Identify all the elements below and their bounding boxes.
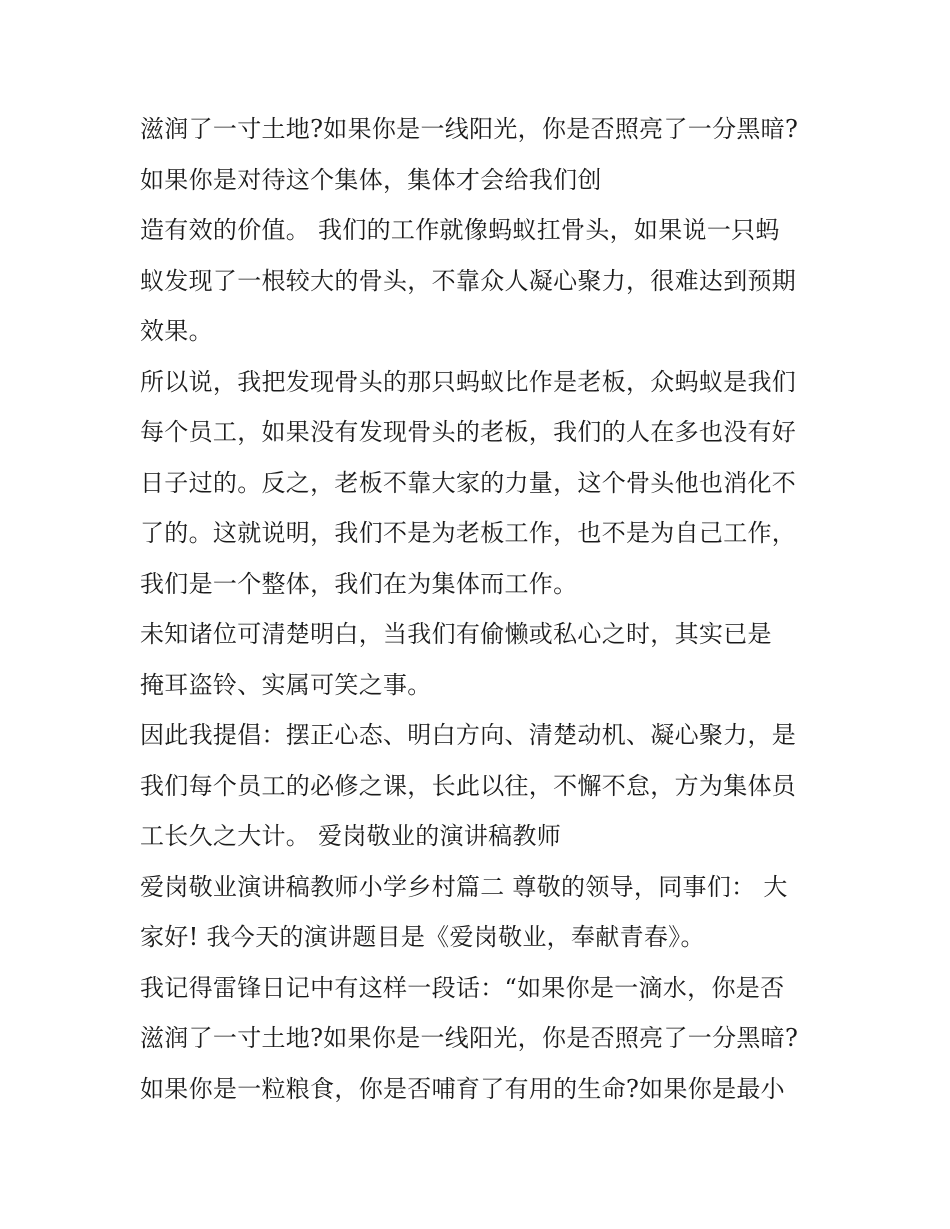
- text-line: 所以说，我把发现骨头的那只蚂蚁比作是老板，众蚂蚁是我们: [140, 367, 797, 396]
- text-line: 日子过的。反之，老板不靠大家的力量，这个骨头他也消化不: [140, 468, 797, 497]
- text-line: 效果。: [140, 317, 213, 345]
- text-line: 家好! 我今天的演讲题目是《爱岗敬业，奉献青春》。: [140, 923, 705, 951]
- text-line: 如果你是一粒粮食，你是否哺育了有用的生命?如果你是最小: [140, 1074, 785, 1103]
- text-line: 滋润了一寸土地?如果你是一线阳光，你是否照亮了一分黑暗?: [140, 115, 799, 143]
- text-line: 我们每个员工的必修之课，长此以往，不懈不怠，方为集体员: [140, 771, 797, 800]
- text-line: 我记得雷锋日记中有这样一段话：“如果你是一滴水，你是否: [140, 973, 785, 1002]
- text-line: 爱岗敬业演讲稿教师小学乡村篇二 尊敬的领导，同事们： 大: [140, 872, 788, 901]
- text-line: 因此我提倡：摆正心态、明白方向、清楚动机、凝心聚力，是: [140, 721, 797, 749]
- text-line: 了的。这就说明，我们不是为老板工作，也不是为自己工作，: [140, 519, 797, 547]
- text-line: 蚁发现了一根较大的骨头，不靠众人凝心聚力，很难达到预期: [140, 266, 797, 295]
- text-line: 未知诸位可清楚明白，当我们有偷懒或私心之时，其实已是: [140, 620, 772, 648]
- text-line: 工长久之大计。 爱岗敬业的演讲稿教师: [140, 822, 562, 850]
- text-line: 造有效的价值。 我们的工作就像蚂蚁扛骨头，如果说一只蚂: [140, 216, 780, 244]
- text-line: 如果你是对待这个集体，集体才会给我们创: [140, 165, 602, 194]
- text-line: 每个员工，如果没有发现骨头的老板，我们的人在多也没有好: [140, 418, 797, 446]
- text-line: 我们是一个整体，我们在为集体而工作。: [140, 569, 578, 598]
- document-body: [140, 104, 820, 1114]
- text-line: 掩耳盗铃、实属可笑之事。: [140, 670, 432, 699]
- text-line: 滋润了一寸土地?如果你是一线阳光，你是否照亮了一分黑暗?: [140, 1024, 799, 1052]
